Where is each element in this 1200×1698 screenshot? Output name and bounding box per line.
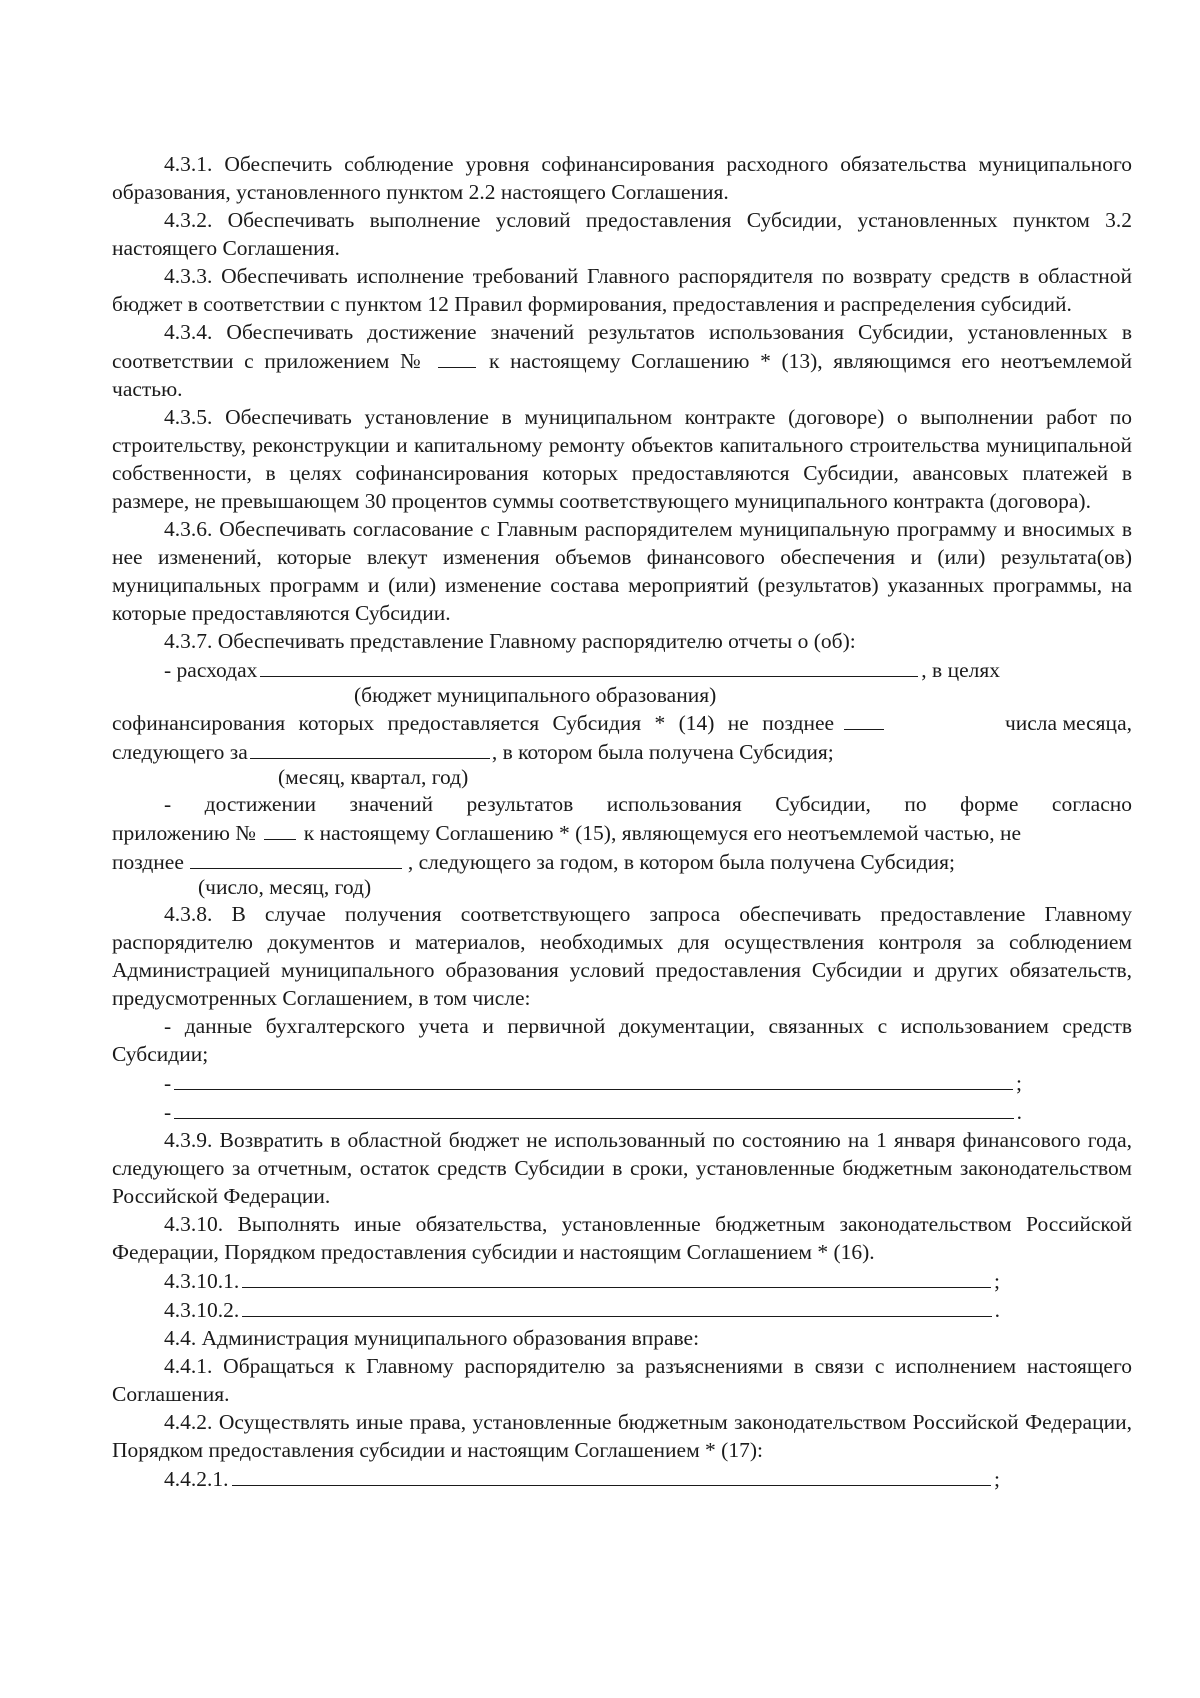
results-appendix-suffix: к настоящему Соглашению * (15), являющемуся его неотъемлемой частью, не: [303, 821, 1021, 845]
clause-4-3-4-text-a: 4.3.4. Обеспечивать достижение значений результатов использования Субсидии, установленных в соответствии с приложением №: [112, 320, 1132, 373]
clause-4-3-7: 4.3.7. Обеспечивать представление Главному распорядителю отчеты о (об):: [164, 629, 856, 653]
clause-4-3-6: 4.3.6. Обеспечивать согласование с Главным распорядителем муниципальную программу и вносимых в нее изменений, которые влекут изменения объемов финансового обеспечения и (или) результата(ов) муниципальных программ и (или) изменение состава мероприятий (результатов) указанных программы, на которые предоставляются Субсидии.: [112, 517, 1132, 625]
date-blank: [190, 847, 402, 869]
clause-4-3-4: [112, 318, 1132, 403]
clause-4-3-9: 4.3.9. Возвратить в областной бюджет не использованный по состоянию на 1 января финансового года, следующего за отчетным, остаток средств Субсидии в сроки, установленные бюджетным законодательством Российской Федерации.: [112, 1128, 1132, 1208]
expenses-line: [112, 655, 1132, 684]
clause-4-3-10-2-end: .: [994, 1298, 1000, 1322]
date-caption: (число, месяц, год): [198, 875, 372, 899]
clause-4-3-10-1-number: 4.3.10.1.: [164, 1269, 240, 1293]
clause-4-4-2-1-number: 4.4.2.1.: [164, 1467, 229, 1491]
expenses-deadline-text: софинансирования которых предоставляется Субсидия * (14) не позднее: [112, 711, 835, 735]
clause-4-3-10-2-number: 4.3.10.2.: [164, 1298, 240, 1322]
clause-4-4-2-1: [112, 1464, 1132, 1493]
extra-item-2: [112, 1097, 1132, 1126]
clause-4-3-1: 4.3.1. Обеспечить соблюдение уровня софинансирования расходного обязательства муниципального образования, установленного пунктом 2.2 настоящего Соглашения.: [112, 152, 1132, 204]
expenses-period-text: следующего за: [112, 740, 248, 764]
results-appendix-blank: [264, 818, 296, 840]
results-deadline-suffix: , следующего за годом, в котором была получена Субсидия;: [407, 850, 955, 874]
results-appendix-text: приложению №: [112, 821, 256, 845]
clause-4-4-2-1-blank: [232, 1464, 992, 1486]
expenses-period-suffix: , в котором была получена Субсидия;: [491, 740, 834, 764]
extra-item-2-dash: -: [164, 1100, 172, 1124]
clause-4-3-10-1-blank: [242, 1266, 991, 1288]
clause-4-3-10-2: [112, 1295, 1132, 1324]
budget-caption: (бюджет муниципального образования): [354, 683, 717, 707]
clause-4-3-10-1-end: ;: [994, 1269, 1000, 1293]
clause-4-3-8: 4.3.8. В случае получения соответствующего запроса обеспечивать предоставление Главному распорядителю документов и материалов, необходимых для осуществления контроля за соблюдением Администрацией муниципального образования условий предоставления Субсидии и других обязательств, предусмотренных Соглашением, в том числе:: [112, 902, 1132, 1010]
clause-4-4-2-1-end: ;: [994, 1467, 1000, 1491]
expenses-deadline-suffix: числа месяца,: [1004, 711, 1132, 735]
extra-item-1: [112, 1068, 1132, 1097]
results-line: - достижении значений результатов использования Субсидии, по форме согласно: [164, 792, 1132, 816]
extra-item-1-end: ;: [1016, 1071, 1022, 1095]
clause-4-3-2: 4.3.2. Обеспечивать выполнение условий предоставления Субсидии, установленных пунктом 3.2 настоящего Соглашения.: [112, 208, 1132, 260]
extra-item-2-blank: [174, 1097, 1013, 1119]
clause-4-3-5: 4.3.5. Обеспечивать установление в муниципальном контракте (договоре) о выполнении работ по строительству, реконструкции и капитальному ремонту объектов капитального строительства муниципальной собственности, в целях софинансирования которых предоставляются Субсидии, авансовых платежей в размере, не превышающем 30 процентов суммы соответствующего муниципального контракта (договора).: [112, 405, 1132, 513]
extra-item-2-end: .: [1016, 1100, 1022, 1124]
day-blank: [844, 708, 884, 730]
clause-4-3-4-text-b: к настоящему Соглашению * (13), являющимся его неотъемлемой частью.: [112, 349, 1133, 401]
document-page: [112, 150, 1132, 1493]
results-deadline-line: [112, 847, 1132, 876]
expenses-purpose: , в целях: [921, 658, 1000, 682]
clause-4-4-2: 4.4.2. Осуществлять иные права, установленные бюджетным законодательством Российской Федерации, Порядком предоставления субсидии и настоящим Соглашением * (17):: [112, 1410, 1132, 1462]
clause-4-3-3: 4.3.3. Обеспечивать исполнение требований Главного распорядителя по возврату средств в областной бюджет в соответствии с пунктом 12 Правил формирования, предоставления и распределения субсидий.: [112, 264, 1132, 316]
clause-4-3-10: 4.3.10. Выполнять иные обязательства, установленные бюджетным законодательством Российской Федерации, Порядком предоставления субсидии и настоящим Соглашением * (16).: [112, 1212, 1132, 1264]
period-blank: [250, 737, 490, 759]
extra-item-1-dash: -: [164, 1071, 172, 1095]
clause-4-3-10-2-blank: [242, 1295, 991, 1317]
extra-item-1-blank: [174, 1068, 1013, 1090]
results-deadline-text: позднее: [112, 850, 184, 874]
clause-4-4: 4.4. Администрация муниципального образования вправе:: [164, 1326, 700, 1350]
expenses-period-line: [112, 737, 1132, 766]
period-caption: (месяц, квартал, год): [278, 765, 469, 789]
expenses-deadline-line: [112, 708, 1132, 737]
results-appendix-line: [112, 818, 1132, 847]
clause-4-4-1: 4.4.1. Обращаться к Главному распорядителю за разъяснениями в связи с исполнением настоящего Соглашения.: [112, 1354, 1132, 1406]
clause-4-3-10-1: [112, 1266, 1132, 1295]
budget-blank: [260, 655, 918, 677]
expenses-label: - расходах: [164, 658, 258, 682]
appendix-number-blank: [438, 346, 476, 368]
clause-4-3-8-item: - данные бухгалтерского учета и первичной документации, связанных с использованием средств Субсидии;: [112, 1014, 1132, 1066]
